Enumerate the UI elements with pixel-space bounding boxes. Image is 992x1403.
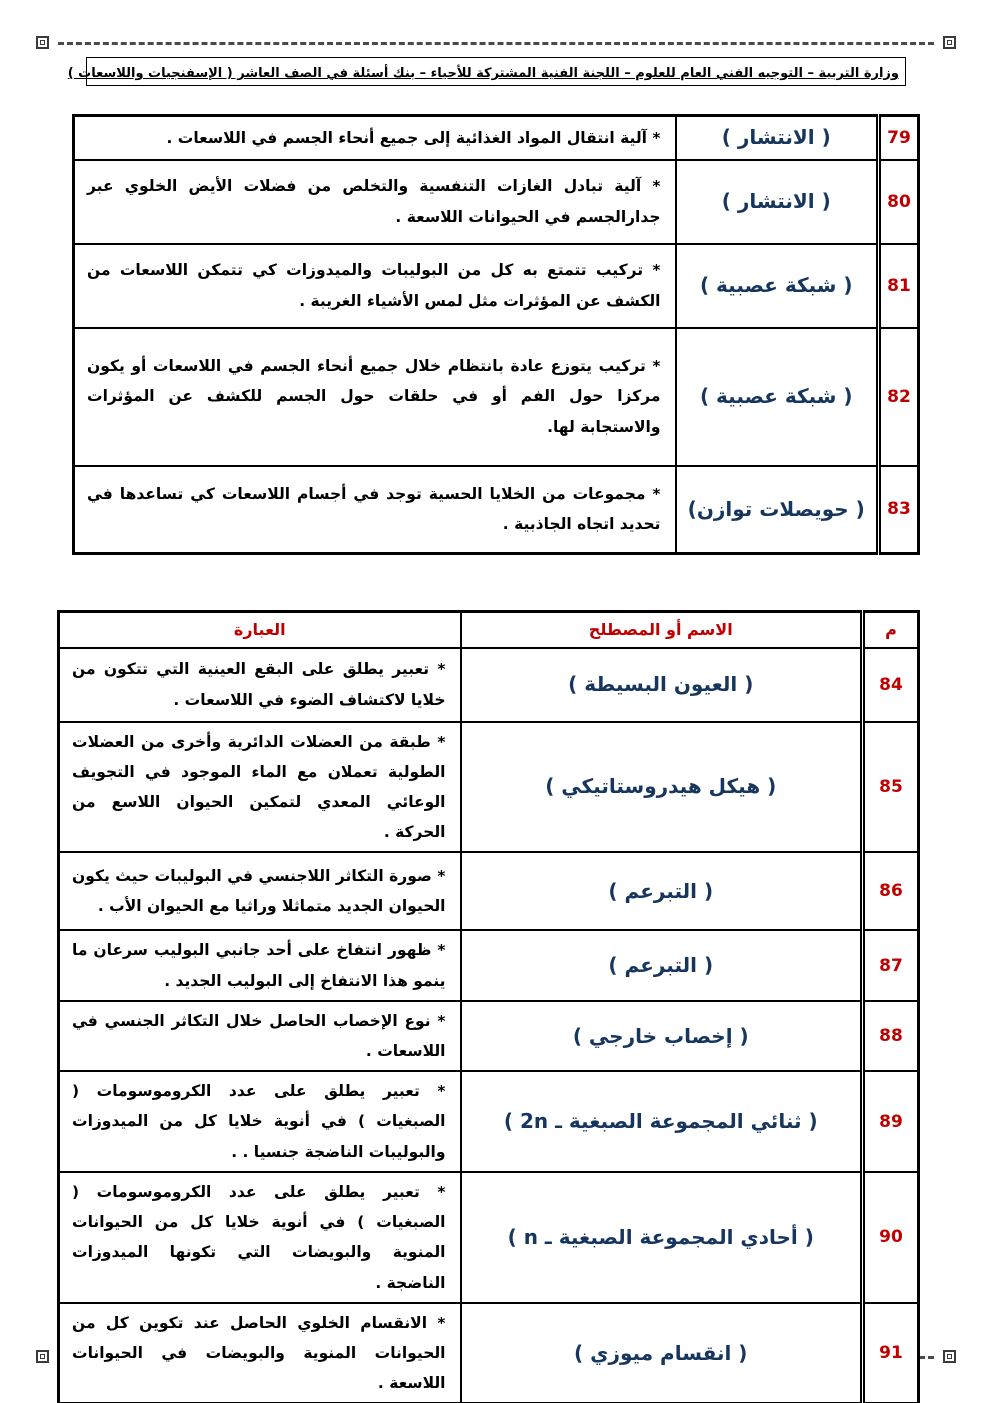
statement-cell: * مجموعات من الخلايا الحسية توجد في أجسام اللاسعات كي تساعدها في تحديد اتجاه الجاذبية . bbox=[74, 466, 676, 554]
term-cell: ( هيكل هيدروستاتيكي ) bbox=[461, 722, 863, 853]
row-number: 90 bbox=[863, 1172, 919, 1303]
term-cell: ( التبرعم ) bbox=[461, 930, 863, 1000]
statement-cell: * ظهور انتفاخ على أحد جانبي البوليب سرعان ما ينمو هذا الانتفاخ إلى البوليب الجديد . bbox=[59, 930, 461, 1000]
document-header bbox=[67, 57, 906, 86]
row-number: 87 bbox=[863, 930, 919, 1000]
statement-cell: * تعبير يطلق على عدد الكروموسومات ( الصبغيات ) في أنوية خلايا كل من الميدوزات والبوليبات الناضجة جنسيا . . bbox=[59, 1071, 461, 1172]
statement-cell: * تعبير يطلق على عدد الكروموسومات ( الصبغيات ) في أنوية خلايا كل من الحيوانات المنوية والبويضات التي تكونها الميدوزات الناضجة . bbox=[59, 1172, 461, 1303]
table-row bbox=[59, 1303, 919, 1403]
row-number: 84 bbox=[863, 648, 919, 722]
table-row bbox=[59, 1001, 919, 1071]
corner-ornament-icon bbox=[36, 1350, 49, 1363]
term-cell: ( إخصاب خارجي ) bbox=[461, 1001, 863, 1071]
row-number: 81 bbox=[879, 244, 919, 328]
statement-cell: * آلية انتقال المواد الغذائية إلى جميع أنحاء الجسم في اللاسعات . bbox=[74, 116, 676, 160]
row-number: 89 bbox=[863, 1071, 919, 1172]
term-cell: ( شبكة عصبية ) bbox=[676, 328, 879, 466]
row-number: 83 bbox=[879, 466, 919, 554]
term-cell: ( الانتشار ) bbox=[676, 116, 879, 160]
row-number: 86 bbox=[863, 852, 919, 930]
table-row bbox=[59, 1071, 919, 1172]
row-number: 80 bbox=[879, 160, 919, 244]
table-header-row bbox=[59, 612, 919, 648]
question-table-2 bbox=[57, 610, 920, 1403]
term-cell: ( التبرعم ) bbox=[461, 852, 863, 930]
statement-cell: * تركيب تتمتع به كل من البوليبات والميدوزات كي تتمكن اللاسعات من الكشف عن المؤثرات مثل لمس الأشياء الغريبة . bbox=[74, 244, 676, 328]
statement-cell: * طبقة من العضلات الدائرية وأخرى من العضلات الطولية تعملان مع الماء الموجود في التجويف الوعائي المعدي لتمكين الحيوان اللاسع من الحركة . bbox=[59, 722, 461, 853]
table-row bbox=[74, 116, 919, 160]
term-cell: ( أحادي المجموعة الصبغية ـ n ) bbox=[461, 1172, 863, 1303]
corner-ornament-icon bbox=[36, 36, 49, 49]
term-cell: ( الانتشار ) bbox=[676, 160, 879, 244]
row-number: 85 bbox=[863, 722, 919, 853]
table-row bbox=[59, 648, 919, 722]
statement-cell: * الانقسام الخلوي الحاصل عند تكوين كل من الحيوانات المنوية والبويضات في الحيوانات اللاسعة . bbox=[59, 1303, 461, 1403]
term-cell: ( حويصلات توازن) bbox=[676, 466, 879, 554]
row-number: 79 bbox=[879, 116, 919, 160]
term-cell: ( العيون البسيطة ) bbox=[461, 648, 863, 722]
row-number: 91 bbox=[863, 1303, 919, 1403]
question-table-1 bbox=[72, 114, 920, 555]
col-header-statement: العبارة bbox=[59, 612, 461, 648]
term-cell: ( ثنائي المجموعة الصبغية ـ 2n ) bbox=[461, 1071, 863, 1172]
statement-cell: * آلية تبادل الغازات التنفسية والتخلص من فضلات الأيض الخلوي عبر جدارالجسم في الحيوانات اللاسعة . bbox=[74, 160, 676, 244]
col-header-term: الاسم أو المصطلح bbox=[461, 612, 863, 648]
document-title: وزارة التربية – التوجيه الفني العام للعلوم – اللجنة الفنية المشتركة للأحياء – بنك أسئلة في الصف العاشر ( الإسفنجيات واللاسعات ) bbox=[67, 66, 899, 81]
table-row bbox=[59, 852, 919, 930]
top-border-line bbox=[58, 42, 934, 45]
term-cell: ( شبكة عصبية ) bbox=[676, 244, 879, 328]
table-row bbox=[74, 160, 919, 244]
statement-cell: * نوع الإخصاب الحاصل خلال التكاثر الجنسي في اللاسعات . bbox=[59, 1001, 461, 1071]
table-row bbox=[74, 466, 919, 554]
term-cell: ( انقسام ميوزي ) bbox=[461, 1303, 863, 1403]
col-header-number: م bbox=[863, 612, 919, 648]
table-row bbox=[74, 244, 919, 328]
table-row bbox=[59, 1172, 919, 1303]
statement-cell: * صورة التكاثر اللاجنسي في البوليبات حيث يكون الحيوان الجديد متماثلا وراثيا مع الحيوان الأب . bbox=[59, 852, 461, 930]
statement-cell: * تعبير يطلق على البقع العينية التي تتكون من خلايا لاكتشاف الضوء في اللاسعات . bbox=[59, 648, 461, 722]
table-row bbox=[59, 930, 919, 1000]
table-row bbox=[74, 328, 919, 466]
row-number: 82 bbox=[879, 328, 919, 466]
row-number: 88 bbox=[863, 1001, 919, 1071]
table-row bbox=[59, 722, 919, 853]
corner-ornament-icon bbox=[943, 1350, 956, 1363]
corner-ornament-icon bbox=[943, 36, 956, 49]
statement-cell: * تركيب يتوزع عادة بانتظام خلال جميع أنحاء الجسم في اللاسعات أو يكون مركزا حول الفم أو في حلقات حول الجسم للكشف عن المؤثرات والاستجابة لها. bbox=[74, 328, 676, 466]
